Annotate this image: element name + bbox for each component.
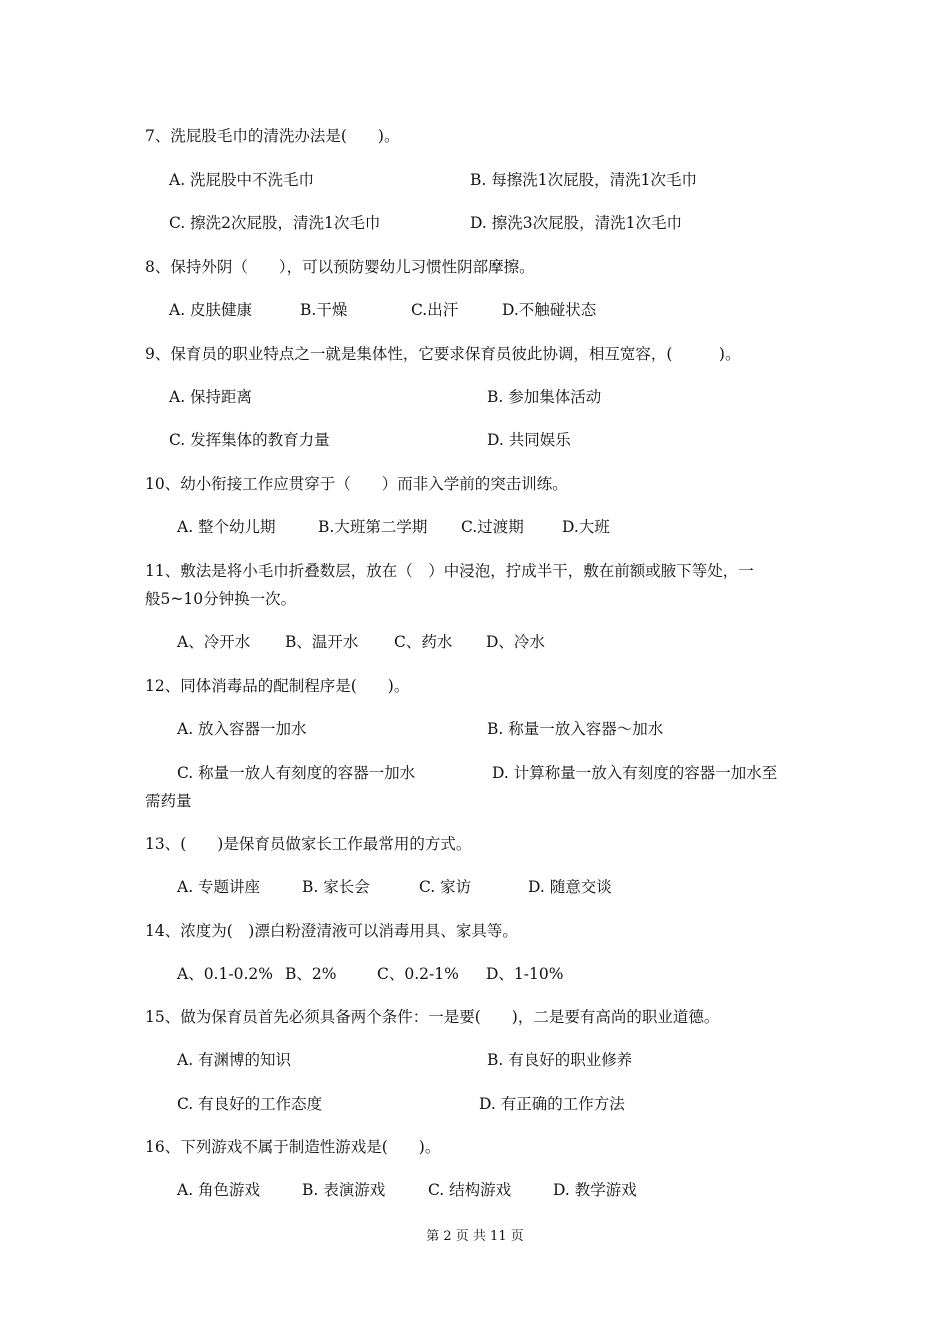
option-d: D. 随意交谈 — [528, 878, 612, 896]
option-b: B. 称量一放入容器～加水 — [487, 720, 664, 738]
option-b: B. 有良好的职业修养 — [487, 1051, 633, 1069]
option-c: C. 擦洗2次屁股，清洗1次毛巾 — [169, 214, 381, 232]
option-b: B、温开水 — [285, 633, 359, 651]
option-c: C.出汗 — [411, 301, 459, 319]
option-d: D. 教学游戏 — [553, 1181, 637, 1199]
option-c: C. 有良好的工作态度 — [177, 1095, 323, 1113]
option-b: B. 家长会 — [302, 878, 370, 896]
option-d: D. 擦洗3次屁股，清洗1次毛巾 — [470, 214, 682, 232]
question-15-stem: 15、做为保育员首先必须具备两个条件：一是要( )，二是要有高尚的职业道德。 — [145, 1008, 720, 1026]
option-a: A、冷开水 — [177, 633, 251, 651]
option-d: D、冷水 — [486, 633, 545, 651]
option-c: C、0.2-1% — [377, 965, 459, 983]
option-a: A. 专题讲座 — [177, 878, 261, 896]
question-8-stem: 8、保持外阴（ ），可以预防婴幼儿习惯性阴部摩擦。 — [145, 258, 535, 276]
question-16-stem: 16、下列游戏不属于制造性游戏是( )。 — [145, 1138, 441, 1156]
option-b: B、2% — [285, 965, 337, 983]
question-11-stem-continued: 般5~10分钟换一次。 — [145, 590, 297, 608]
question-12-stem: 12、同体消毒品的配制程序是( )。 — [145, 677, 410, 695]
option-a: A. 皮肤健康 — [169, 301, 253, 319]
option-d: D.不触碰状态 — [502, 301, 597, 319]
question-9-stem: 9、保育员的职业特点之一就是集体性，它要求保育员彼此协调，相互宽容，( )。 — [145, 345, 741, 363]
option-b: B. 每擦洗1次屁股，清洗1次毛巾 — [470, 171, 697, 189]
question-10-stem: 10、幼小衔接工作应贯穿于（ ）而非入学前的突击训练。 — [145, 475, 568, 493]
option-c: C. 家访 — [419, 878, 472, 896]
option-c: C. 结构游戏 — [428, 1181, 512, 1199]
page-footer: 第 2 页 共 11 页 — [426, 1229, 524, 1244]
option-c: C. 称量一放人有刻度的容器一加水 — [177, 764, 416, 782]
option-a: A. 角色游戏 — [177, 1181, 261, 1199]
option-a: A、0.1-0.2% — [177, 965, 273, 983]
question-7-stem: 7、洗屁股毛巾的清洗办法是( )。 — [145, 127, 400, 145]
question-13-stem: 13、( )是保育员做家长工作最常用的方式。 — [145, 835, 472, 853]
option-b: B.大班第二学期 — [318, 518, 428, 536]
option-a: A. 洗屁股中不洗毛巾 — [169, 171, 315, 189]
option-b: B. 参加集体活动 — [487, 388, 602, 406]
option-d: D. 有正确的工作方法 — [479, 1095, 625, 1113]
option-d: D.大班 — [562, 518, 610, 536]
option-a: A. 保持距离 — [169, 388, 253, 406]
option-c: C、药水 — [394, 633, 453, 651]
option-d: D. 计算称量一放入有刻度的容器一加水至 — [492, 764, 778, 782]
question-11-stem: 11、敷法是将小毛巾折叠数层，放在（ ）中浸泡，拧成半干，敷在前额或腋下等处，一 — [145, 562, 754, 580]
option-d: D. 共同娱乐 — [487, 431, 571, 449]
question-14-stem: 14、浓度为( )漂白粉澄清液可以消毒用具、家具等。 — [145, 922, 518, 940]
option-b: B. 表演游戏 — [302, 1181, 386, 1199]
option-d: D、1-10% — [486, 965, 564, 983]
option-c: C.过渡期 — [461, 518, 524, 536]
option-c: C. 发挥集体的教育力量 — [169, 431, 330, 449]
option-a: A. 有渊博的知识 — [177, 1051, 292, 1069]
option-a: A. 放入容器一加水 — [177, 720, 307, 738]
option-d-continued: 需药量 — [145, 792, 192, 810]
option-a: A. 整个幼儿期 — [177, 518, 276, 536]
option-b: B.干燥 — [300, 301, 348, 319]
